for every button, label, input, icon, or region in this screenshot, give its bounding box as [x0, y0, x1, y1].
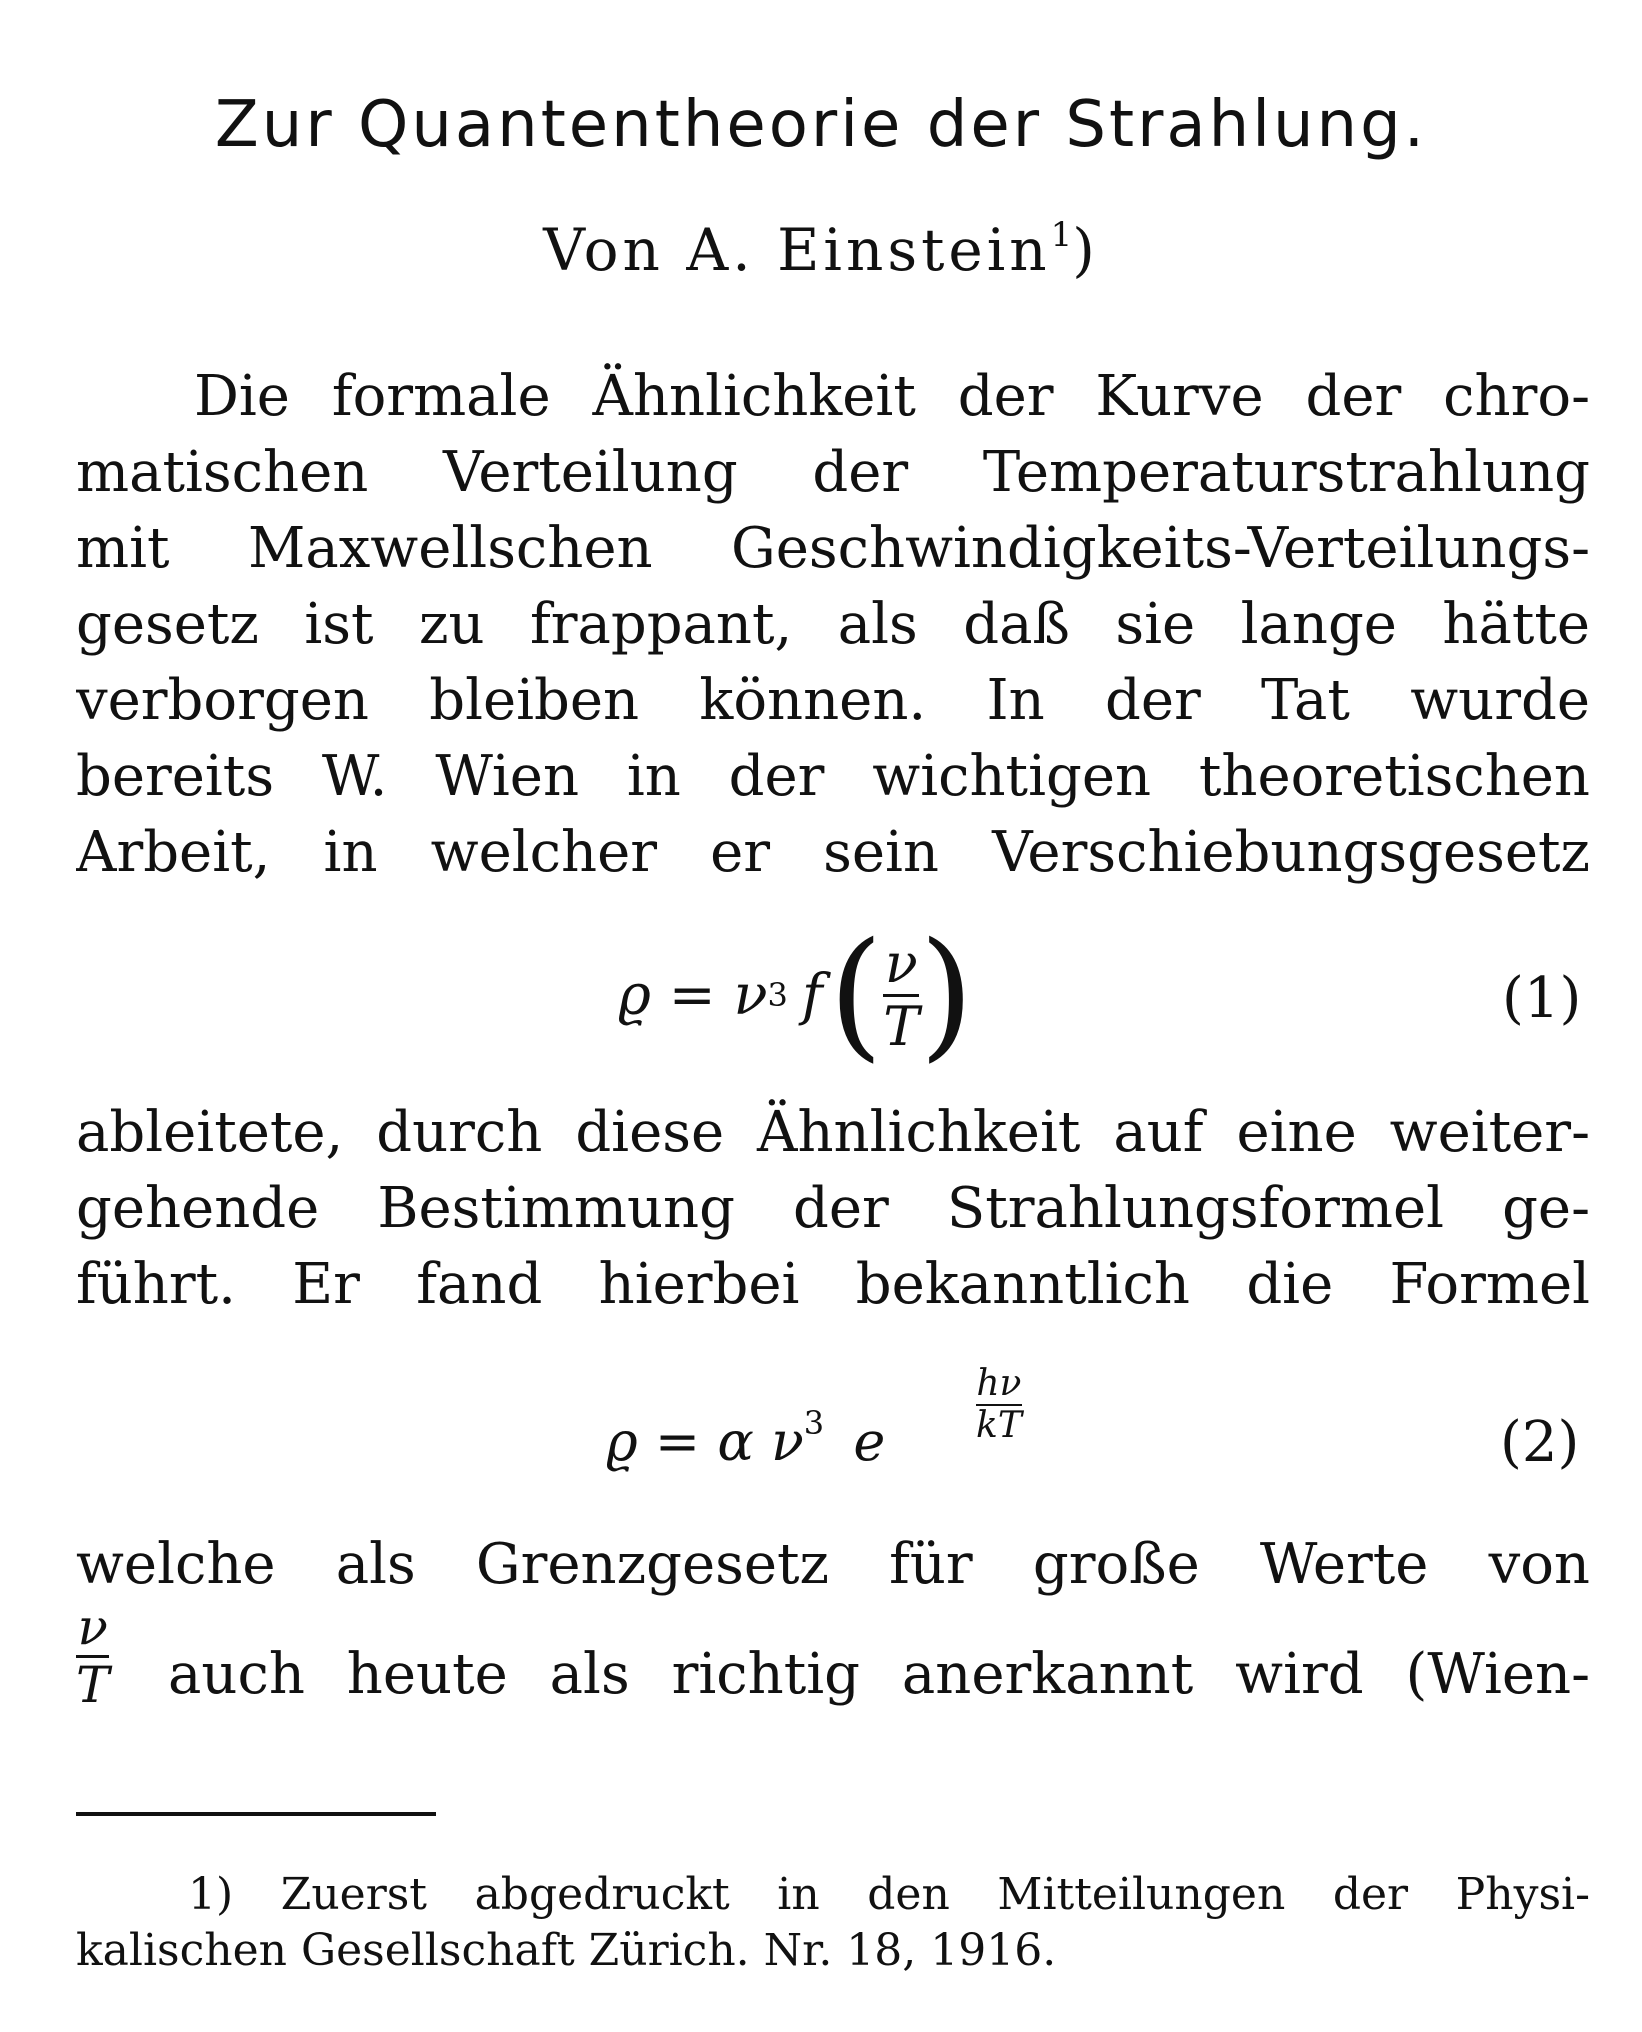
paragraph3-fraction — [76, 1600, 109, 1713]
paragraph1-line-4: gesetz ist zu frappant, als daß sie lange hätte — [76, 592, 1590, 657]
paragraph2-line-2: gehende Bestimmung der Strahlungsformel ge- — [76, 1176, 1590, 1241]
equation-1-function: f — [801, 962, 823, 1028]
equation-2-exp-fraction — [976, 1364, 1022, 1445]
paragraph3-inline-fraction — [76, 1600, 109, 1713]
equation-2-exp-numerator: hν — [976, 1363, 1022, 1404]
equation-2-exponent-fraction — [976, 1364, 1022, 1445]
equation-1 — [618, 913, 974, 1076]
equation-1-right-paren: ) — [919, 913, 974, 1076]
equation-1-denominator: T — [883, 994, 920, 1058]
equation-1-number: (1) — [1502, 966, 1582, 1031]
paragraph2-line-1: ableitete, durch diese Ähnlichkeit auf eine weiter- — [76, 1100, 1590, 1165]
paragraph1-line-2: matischen Verteilung der Temperaturstrahlung — [76, 440, 1590, 505]
paragraph1-line-3: mit Maxwellschen Geschwindigkeits-Verteilungs- — [76, 516, 1590, 581]
footnote-line-1: 1) Zuerst abgedruckt in den Mitteilungen der Physi- — [188, 1869, 1590, 1920]
equation-2-number: (2) — [1500, 1410, 1580, 1475]
equation-2 — [606, 1404, 885, 1473]
paragraph1-line-6: bereits W. Wien in der wichtigen theoretischen — [76, 744, 1590, 809]
equation-2-base: e — [853, 1410, 886, 1473]
equation-1-lhs: ϱ = ν — [618, 962, 768, 1028]
author-line — [0, 215, 1642, 284]
paragraph2-line-3: führt. Er fand hierbei bekanntlich die Formel — [76, 1252, 1590, 1317]
equation-2-exponent: 3 — [803, 1404, 825, 1442]
paragraph3-fraction-numerator: ν — [77, 1598, 108, 1656]
equation-2-exp-denominator: kT — [976, 1404, 1022, 1446]
author-name: Von A. Einstein — [543, 216, 1051, 284]
paragraph3-fraction-denominator: T — [76, 1656, 110, 1714]
footnote-line-2: kalischen Gesellschaft Zürich. Nr. 18, 1916. — [76, 1925, 1057, 1976]
paper-title: Zur Quantentheorie der Strahlung. — [214, 88, 1428, 162]
footnote-marker: 1 — [1050, 215, 1073, 255]
footnote-separator — [76, 1812, 436, 1816]
equation-1-left-paren: ( — [828, 913, 884, 1076]
equation-1-numerator: ν — [884, 932, 918, 996]
author-suffix: ) — [1072, 216, 1099, 284]
paragraph3-line-2: auch heute als richtig anerkannt wird (Wien- — [168, 1642, 1590, 1707]
paragraph1-line-7: Arbeit, in welcher er sein Verschiebungsgesetz — [76, 820, 1590, 885]
paragraph1-line-5: verborgen bleiben können. In der Tat wurde — [76, 668, 1590, 733]
equation-1-fraction — [883, 934, 919, 1056]
equation-1-exponent: 3 — [767, 976, 788, 1014]
equation-2-lhs: ϱ = α ν — [606, 1410, 804, 1473]
paragraph3-line-1: welche als Grenzgesetz für große Werte von — [76, 1532, 1590, 1597]
paragraph1-line-1: Die formale Ähnlichkeit der Kurve der chro- — [194, 364, 1590, 429]
